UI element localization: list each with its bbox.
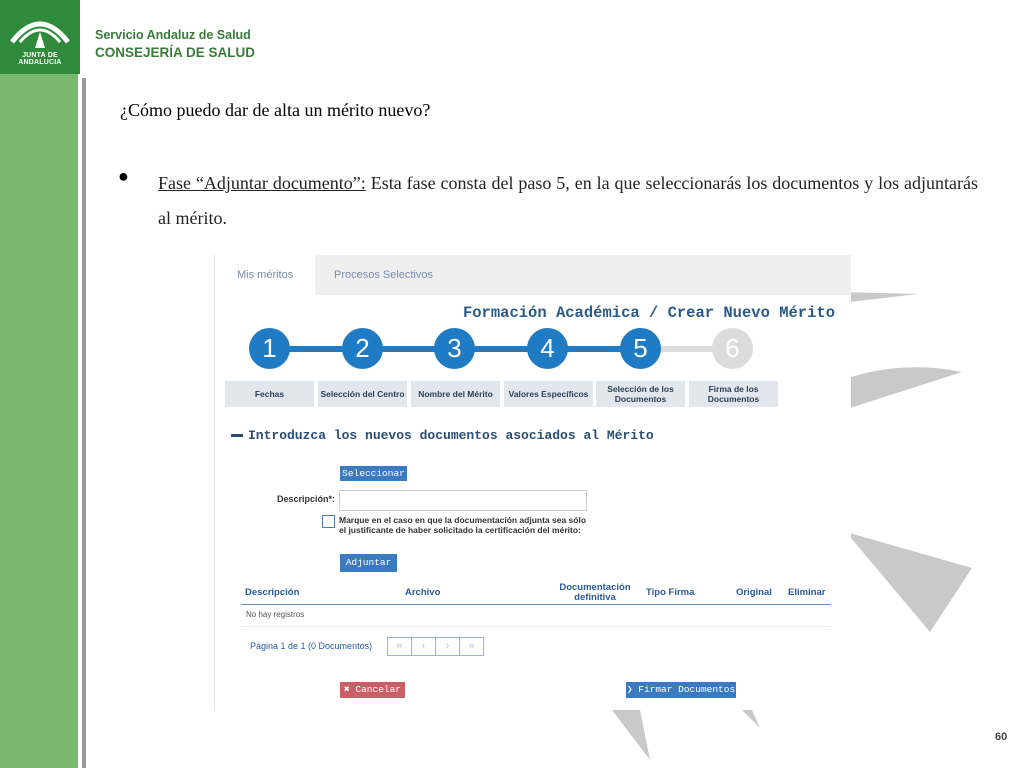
step-label-fechas: Fechas: [225, 381, 314, 407]
tab-mis-meritos[interactable]: Mis méritos: [215, 255, 315, 295]
logo-arch-icon: [0, 2, 80, 54]
step-label-nombre: Nombre del Mérito: [411, 381, 500, 407]
col-header-archivo[interactable]: Archivo: [405, 587, 441, 598]
phase-label: Fase “Adjuntar documento”:: [158, 173, 366, 193]
section-title-text: Introduzca los nuevos documentos asociados al Mérito: [248, 428, 654, 443]
description-input[interactable]: [339, 490, 587, 511]
step-circle-6: 6: [712, 328, 753, 369]
pagination-info: Página 1 de 1 (0 Documentos): [250, 641, 373, 651]
col-header-eliminar[interactable]: Eliminar: [788, 587, 826, 598]
table-header-divider: [241, 604, 831, 605]
brand-line2: CONSEJERÍA DE SALUD: [95, 45, 256, 60]
pager-last-icon[interactable]: »: [459, 637, 484, 656]
section-title: [231, 428, 654, 443]
step-circle-1: 1: [249, 328, 290, 369]
tab-bar: [215, 255, 851, 295]
cancelar-button[interactable]: ✖ Cancelar: [340, 682, 405, 698]
adjuntar-button[interactable]: Adjuntar: [340, 554, 397, 572]
phase-text: Esta fase consta del paso 5, en la que seleccionarás los documentos y los adjuntarás al mérito.: [158, 173, 978, 228]
slide-heading: ¿Cómo puedo dar de alta un mérito nuevo?: [120, 100, 431, 120]
brand-line1: Servicio Andaluz de Salud: [95, 28, 251, 42]
app-screenshot: [214, 255, 851, 710]
left-sidebar-band: [0, 0, 78, 768]
slide-paragraph: [158, 166, 978, 236]
step-label-centro: Selección del Centro: [318, 381, 407, 407]
seleccionar-button[interactable]: Seleccionar: [340, 466, 407, 481]
brand-header: [95, 28, 255, 60]
col-header-descripcion[interactable]: Descripción: [245, 587, 300, 598]
step-label-firma: Firma de los Documentos: [689, 381, 778, 407]
pager-prev-icon[interactable]: ‹: [411, 637, 436, 656]
firmar-documentos-button[interactable]: ❯ Firmar Documentos: [626, 682, 736, 698]
logo-text: JUNTA DE ANDALUCIA: [18, 52, 62, 66]
step-label-valores: Valores Específicos: [504, 381, 593, 407]
table-row-divider: [241, 626, 831, 627]
col-header-documentacion-definitiva[interactable]: Documentación definitiva: [559, 582, 631, 603]
page-title: Formación Académica / Crear Nuevo Mérito: [462, 304, 835, 322]
justificante-checkbox[interactable]: [322, 515, 335, 528]
pager-first-icon[interactable]: «: [387, 637, 412, 656]
step-circle-3: 3: [434, 328, 475, 369]
empty-table-message: No hay registros: [246, 610, 305, 619]
step-label-documentos: Selección de los Documentos: [596, 381, 685, 407]
page-number: 60: [995, 731, 1008, 743]
junta-andalucia-logo: [0, 0, 80, 74]
col-header-tipo-firma[interactable]: Tipo Firma: [646, 587, 695, 598]
step-circle-4: 4: [527, 328, 568, 369]
description-label: Descripción*:: [277, 494, 336, 504]
justificante-checkbox-label: Marque en el caso en que la documentación adjunta sea sólo el justificante de haber solicitado la certificación del mérito:: [339, 515, 587, 535]
step-circle-2: 2: [342, 328, 383, 369]
bullet-icon: ●: [118, 166, 129, 186]
col-header-original[interactable]: Original: [736, 587, 772, 598]
tab-procesos-selectivos[interactable]: Procesos Selectivos: [334, 269, 434, 281]
pager-next-icon[interactable]: ›: [435, 637, 460, 656]
step-circle-5: 5: [620, 328, 661, 369]
vertical-divider: [82, 78, 86, 768]
collapse-icon[interactable]: [231, 434, 243, 437]
